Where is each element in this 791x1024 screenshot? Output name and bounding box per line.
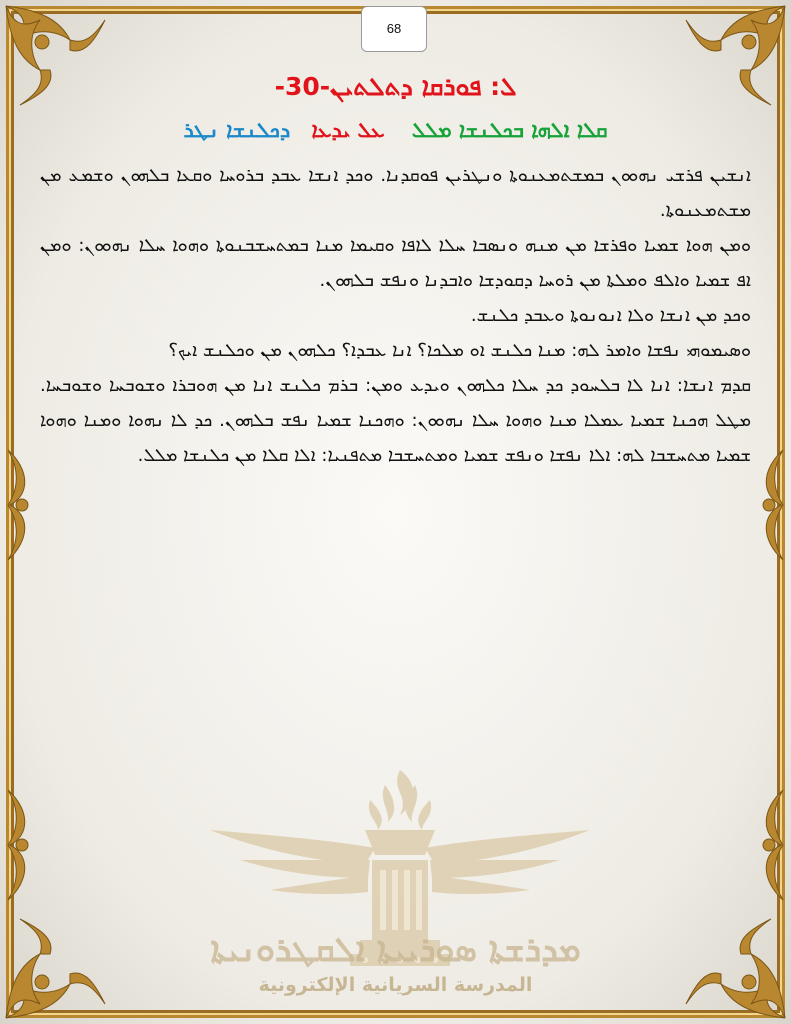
subtitle-part-1: ܩܠܐ ܐܠܗܐ ܒܟܠܢܫܐ ܡܠܠ xyxy=(411,118,608,142)
body-text xyxy=(40,158,751,473)
lesson-subtitle xyxy=(0,118,791,143)
subtitle-part-3: ܕܟܠܢܫܐ ܢܛܪ xyxy=(183,118,291,142)
corner-ornament-icon xyxy=(671,0,791,120)
paragraph: ܐܢܫܝܢ ܦܪܫܝ ܢܗܘܘܢ ܒܡܫܬܡܥܢܘܬܐ ܘܢܛܪܝܢ ܦܘܩܕܢܐ. ܘܟܕ ܐܢܫܐ ܥܒܕ ܒܪܘܚܐ ܘܩܥܐ ܒܠܗܘܢ ܘܫܡܥ ܡܢ ܡܫܬܡܥܢܘܬܐ. xyxy=(40,165,751,221)
school-name-syriac: ܡܕܪܫܬܐ ܣܘܪܝܝܬܐ ܐܠܩܛܪܘܢܝܬܐ xyxy=(210,930,581,970)
side-ornament-icon xyxy=(731,780,791,910)
school-name-arabic: المدرسة السريانية الإلكترونية xyxy=(258,974,533,996)
lesson-title: ܠ: ܦܘܪܩܐ ܕܬܠܬܝܢ-30- xyxy=(274,72,517,101)
paragraph: ܘܟܕ ܡܢ ܐܢܫܐ ܘܠܐ ܐܢܘܢܘܬܐ ܘܥܒܕ ܟܠܢܫ. xyxy=(470,305,751,326)
paragraph: ܩܕܡ ܐܢܫܐ: ܐܢܐ ܠܐ ܒܠܚܘܕ ܟܕ ܚܠܐ ܟܠܗܘܢ ܘܝܕܥ ܘܡܢ: ܒܪܡ ܟܠܢܫ ܐܢܐ ܡܢ ܗܘܒܪܐ ܘܫܘܒܚܐ ܘܫܘܒܚܐ. ܡܛܠ ܗܟܢܐ ܫܡܝܐ ܥܡܠܐ ܡܢܐ ܘܗܘܐ ܚܠܐ ܢܗܘܘܢ: ܘܗܟܢܐ ܫܡܝܐ ܢܦܫ ܒܠܗܘܢ. ܟܕ ܠܐ ܢܗܘܐ ܘܡܢܐ ܘܗܘܐ ܫܡܝܐ ܡܬܚܫܒܐ ܠܗ: ܐܠܐ ܢܦܫܐ ܘܢܦܫ ܫܡܝܐ ܘܡܬܚܫܒܐ ܡܬܦܢܝܐ: ܐܠܐ ܩܠܐ ܡܢ ܟܠܢܫܐ ܡܠܠ. xyxy=(40,375,751,466)
paragraph: ܘܣܝܡܘܗܝ ܢܦܫܐ ܘܐܡܪ ܠܗ: ܡܢܐ ܟܠܢܫ ܐܘ ܡܠܟܐ؟ ܐܢܐ ܥܒܕܐ؟ ܟܠܗܘܢ ܡܢ ܘܟܠܢܫ ܐܝܟ؟ xyxy=(168,340,751,361)
page-number: 68 xyxy=(361,6,427,52)
paragraph: ܘܡܢ ܗܘܐ ܫܡܝܐ ܘܦܪܫܐ ܡܢ ܡܢܗ ܘܢܣܒܐ ܚܠܐ ܠܐܦܐ ܘܩܝܡܐ ܡܢܐ ܒܡܬܚܫܒܢܘܬܐ ܘܗܘܐ ܚܠܐ ܢܗܘܘܢ: ܘܡܢ ܐܦ ܫܡܝܐ ܘܐܠܦ ܘܡܠܬܐ ܡܢ ܪܘܚܐ ܕܩܘܕܫܐ ܘܐܒܕܢܐ ܘܢܦܫ ܒܠܗܘܢ. xyxy=(40,235,751,291)
subtitle-part-2: ܥܠ ܝܕܥܐ xyxy=(311,118,385,142)
side-ornament-icon xyxy=(0,780,60,910)
corner-ornament-icon xyxy=(0,0,120,120)
